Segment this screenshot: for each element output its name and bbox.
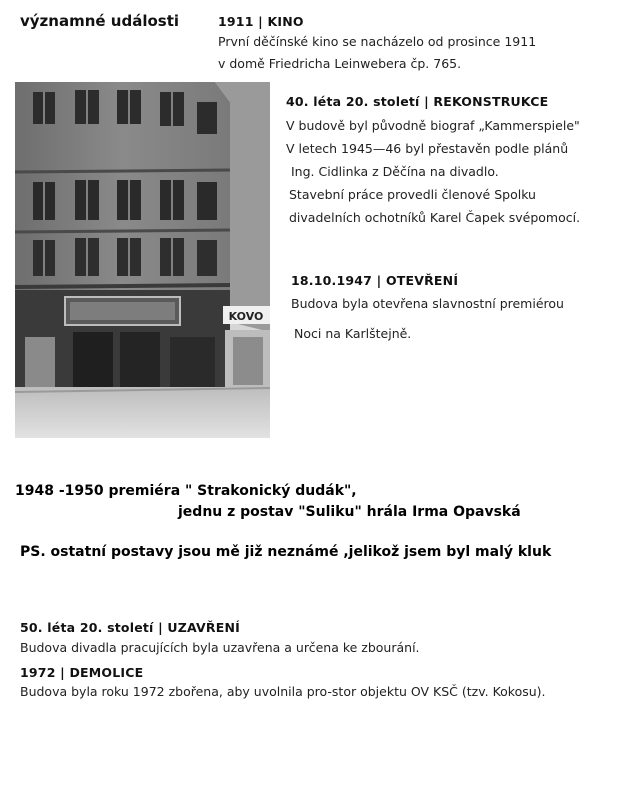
event-line: První děčínské kino se nacházelo od prosince 1911: [218, 34, 537, 49]
event-line: V budově byl původně biograf „Kammerspiele": [286, 118, 580, 133]
event-line: Noci na Karlštejně.: [294, 326, 412, 341]
event-line: divadelních ochotníků Karel Čapek svépomocí.: [289, 210, 581, 225]
premiere-line-1: 1948 -1950 premiéra " Strakonický dudák",: [15, 483, 357, 499]
event-line: Budova divadla pracujících byla uzavřena a určena ke zbourání.: [20, 640, 420, 655]
building-photo-drawing: [15, 82, 270, 438]
event-title-otevreni: 18.10.1947 | OTEVŘENÍ: [291, 273, 459, 288]
event-line: Budova byla otevřena slavnostní premiérou: [291, 296, 564, 311]
building-photo: [15, 82, 270, 438]
event-line: V letech 1945—46 byl přestavěn podle plánů: [286, 141, 569, 156]
event-title-rekonstrukce: 40. léta 20. století | REKONSTRUKCE: [286, 94, 549, 109]
shop-sign-text: KOVO: [228, 310, 264, 323]
event-line: v domě Friedricha Leinwebera čp. 765.: [218, 56, 462, 71]
event-line: Budova byla roku 1972 zbořena, aby uvolnila pro-stor objektu OV KSČ (tzv. Kokosu).: [20, 684, 546, 699]
event-title-uzavreni: 50. léta 20. století | UZAVŘENÍ: [20, 620, 240, 635]
ps-note: PS. ostatní postavy jsou mě již neznámé ,jelikož jsem byl malý kluk: [20, 544, 552, 560]
page-title: významné události: [20, 12, 180, 30]
premiere-line-2: jednu z postav "Suliku" hrála Irma Opavská: [178, 504, 521, 520]
event-title-demolice: 1972 | DEMOLICE: [20, 665, 144, 680]
event-line: Stavební práce provedli členové Spolku: [289, 187, 536, 202]
event-title-kino: 1911 | KINO: [218, 14, 304, 29]
event-line: Ing. Cidlinka z Děčína na divadlo.: [291, 164, 499, 179]
